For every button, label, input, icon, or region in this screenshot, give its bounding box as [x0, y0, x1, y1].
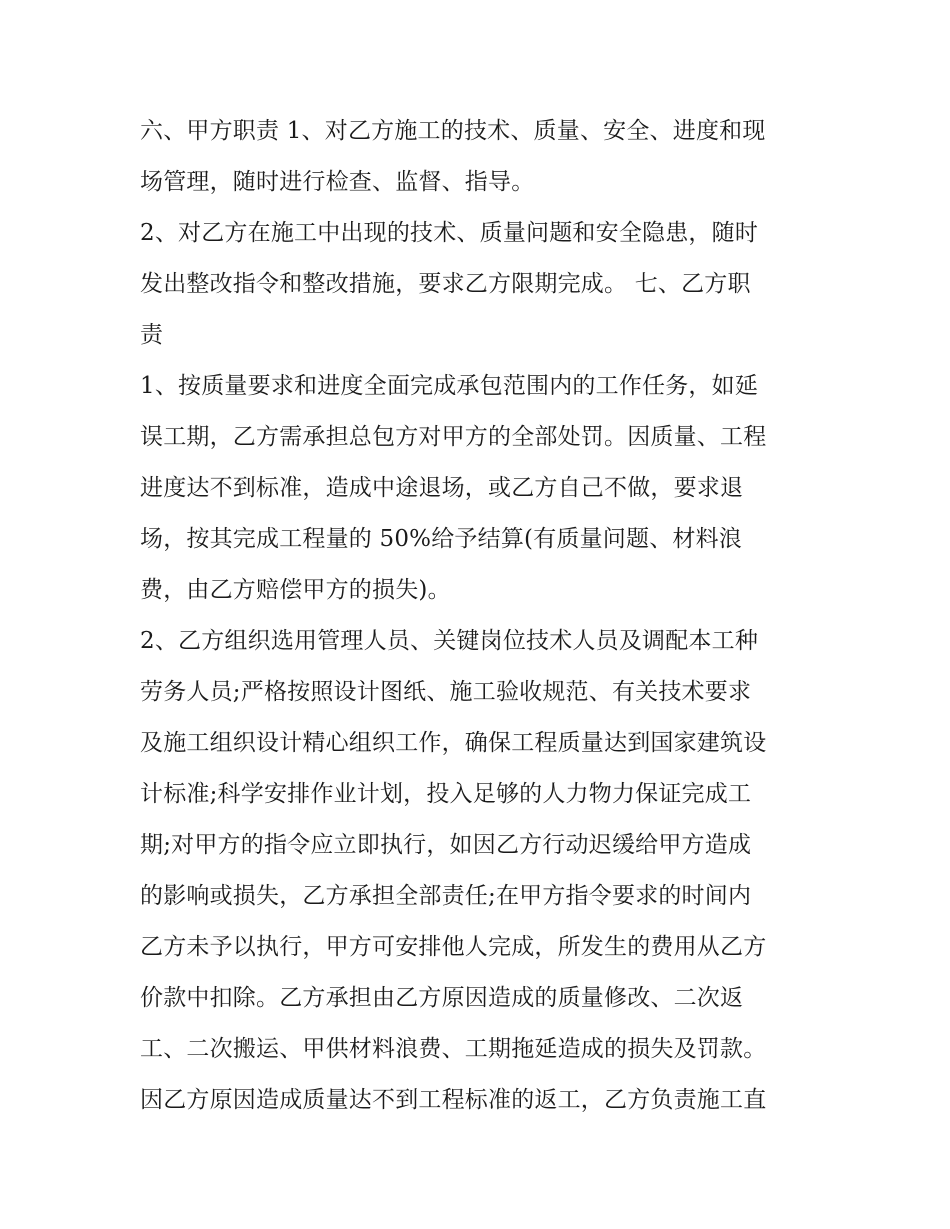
document-body	[140, 108, 820, 1128]
text-line: 发出整改指令和整改措施，要求乙方限期完成。 七、乙方职	[140, 271, 751, 297]
text-line: 场，按其完成工程量的 50%给予结算(有质量问题、材料浪	[140, 526, 743, 552]
text-line: 的影响或损失，乙方承担全部责任;在甲方指令要求的时间内	[140, 883, 752, 909]
text-line: 费，由乙方赔偿甲方的损失)。	[140, 577, 451, 603]
text-line: 六、甲方职责 1、对乙方施工的技术、质量、安全、进度和现	[140, 118, 766, 144]
text-line: 价款中扣除。乙方承担由乙方原因造成的质量修改、二次返	[140, 985, 744, 1011]
text-line: 计标准;科学安排作业计划，投入足够的人力物力保证完成工	[140, 781, 752, 807]
text-line: 1、按质量要求和进度全面完成承包范围内的工作任务，如延	[140, 373, 759, 399]
text-line: 责	[140, 322, 164, 348]
text-line: 误工期，乙方需承担总包方对甲方的全部处罚。因质量、工程	[140, 424, 767, 450]
text-line: 2、对乙方在施工中出现的技术、质量问题和安全隐患，随时	[140, 220, 759, 246]
text-line: 劳务人员;严格按照设计图纸、施工验收规范、有关技术要求	[140, 679, 752, 705]
text-line: 工、二次搬运、甲供材料浪费、工期拖延造成的损失及罚款。	[140, 1036, 767, 1062]
text-line: 2、乙方组织选用管理人员、关键岗位技术人员及调配本工种	[140, 628, 759, 654]
text-line: 场管理，随时进行检查、监督、指导。	[140, 169, 535, 195]
text-line: 及施工组织设计精心组织工作，确保工程质量达到国家建筑设	[140, 730, 767, 756]
text-line: 因乙方原因造成质量达不到工程标准的返工，乙方负责施工直	[140, 1087, 767, 1113]
text-line: 期;对甲方的指令应立即执行，如因乙方行动迟缓给甲方造成	[140, 832, 752, 858]
text-line: 乙方未予以执行，甲方可安排他人完成，所发生的费用从乙方	[140, 934, 767, 960]
text-line: 进度达不到标准，造成中途退场，或乙方自己不做，要求退	[140, 475, 744, 501]
